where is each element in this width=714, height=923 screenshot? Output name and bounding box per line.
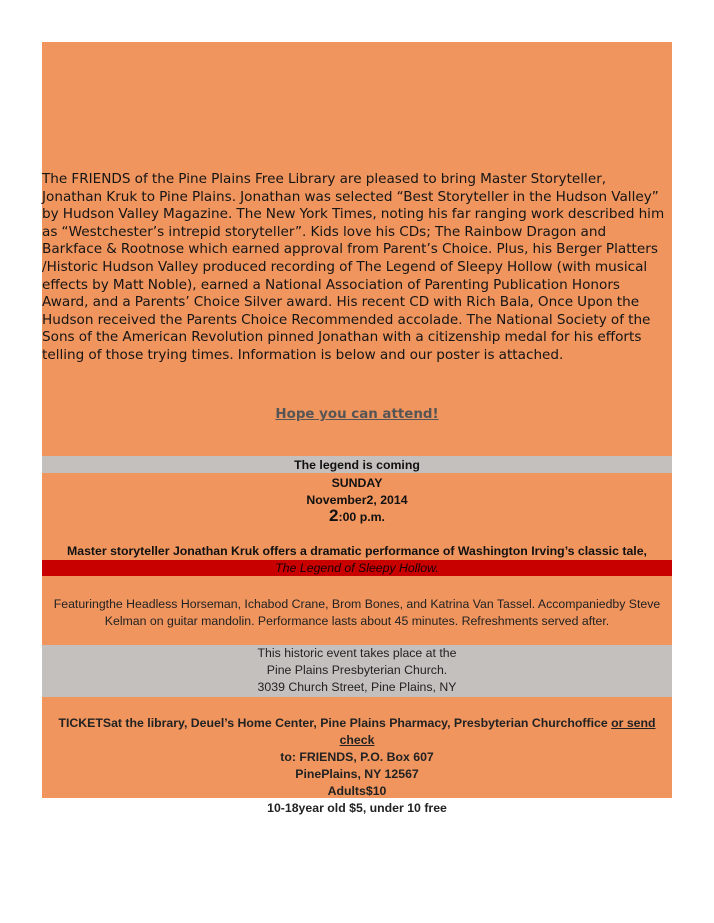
venue-line-1: This historic event takes place at the — [257, 646, 457, 660]
featuring-line-2: Kelman on guitar mandolin. Performance lasts about 45 minutes. Refreshments served after. — [104, 614, 610, 628]
event-headline: The legend is coming — [294, 458, 420, 472]
tickets-locations: at the library, Deuel’s Home Center, Pine Plains Pharmacy, Presbyterian Churchoffice — [111, 716, 612, 730]
hope-you-can-attend-text: Hope you can attend! — [275, 407, 439, 422]
flyer-page — [42, 42, 672, 815]
event-time-minutes: :00 p.m. — [338, 510, 385, 524]
tickets-label: TICKETS — [58, 716, 112, 730]
featuring-line-1: Featuringthe Headless Horseman, Ichabod Crane, Brom Bones, and Katrina Van Tassel. Accompaniedby Steve — [53, 597, 661, 611]
tickets-youth-price: 10-18year old $5, under 10 free — [267, 801, 447, 815]
tickets-address-line-1: to: FRIENDS, P.O. Box 607 — [280, 750, 434, 764]
tickets-address-line-2: PinePlains, NY 12567 — [295, 767, 419, 781]
event-day: SUNDAY — [331, 476, 383, 490]
send-check-text: or send check — [339, 716, 656, 747]
event-time — [42, 508, 672, 525]
event-date: November2, 2014 — [306, 493, 408, 507]
venue-address: 3039 Church Street, Pine Plains, NY — [257, 680, 457, 694]
intro-paragraph: The FRIENDS of the Pine Plains Free Library are pleased to bring Master Storyteller, Jonathan Kruk to Pine Plains. Jonathan was selected “Best Storyteller in the Hudson Valley” by Hudson Valley Magazine. The New York Times, noting his far ranging work described him as “Westchester’s intrepid storyteller”. Kids love his CDs; The Rainbow Dragon and Barkface & Rootnose which earned approval from Parent’s Choice. Plus, his Berger Platters /Historic Hudson Valley produced recording of The Legend of Sleepy Hollow (with musical effects by Matt Noble), earned a National Association of Parenting Publication Honors Award, and a Parents’ Choice Silver award. His recent CD with Rich Bala, Once Upon the Hudson received the Parents Choice Recommended accolade. The National Society of the Sons of the American Revolution pinned Jonathan with a citizenship medal for his efforts telling of those trying times. Information is below and our poster is attached. — [42, 171, 665, 363]
event-time-hour: 2 — [329, 506, 339, 525]
tickets-block — [42, 715, 672, 817]
tickets-locations-line — [42, 715, 672, 749]
tickets-adult-price: Adults$10 — [327, 784, 387, 798]
featuring-paragraph — [42, 596, 672, 630]
venue-line-2: Pine Plains Presbyterian Church. — [266, 663, 448, 677]
performance-line: Master storyteller Jonathan Kruk offers a dramatic performance of Washington Irving’s classic tale, — [67, 544, 647, 558]
tale-title: The Legend of Sleepy Hollow. — [275, 561, 439, 575]
venue-block — [42, 645, 672, 696]
